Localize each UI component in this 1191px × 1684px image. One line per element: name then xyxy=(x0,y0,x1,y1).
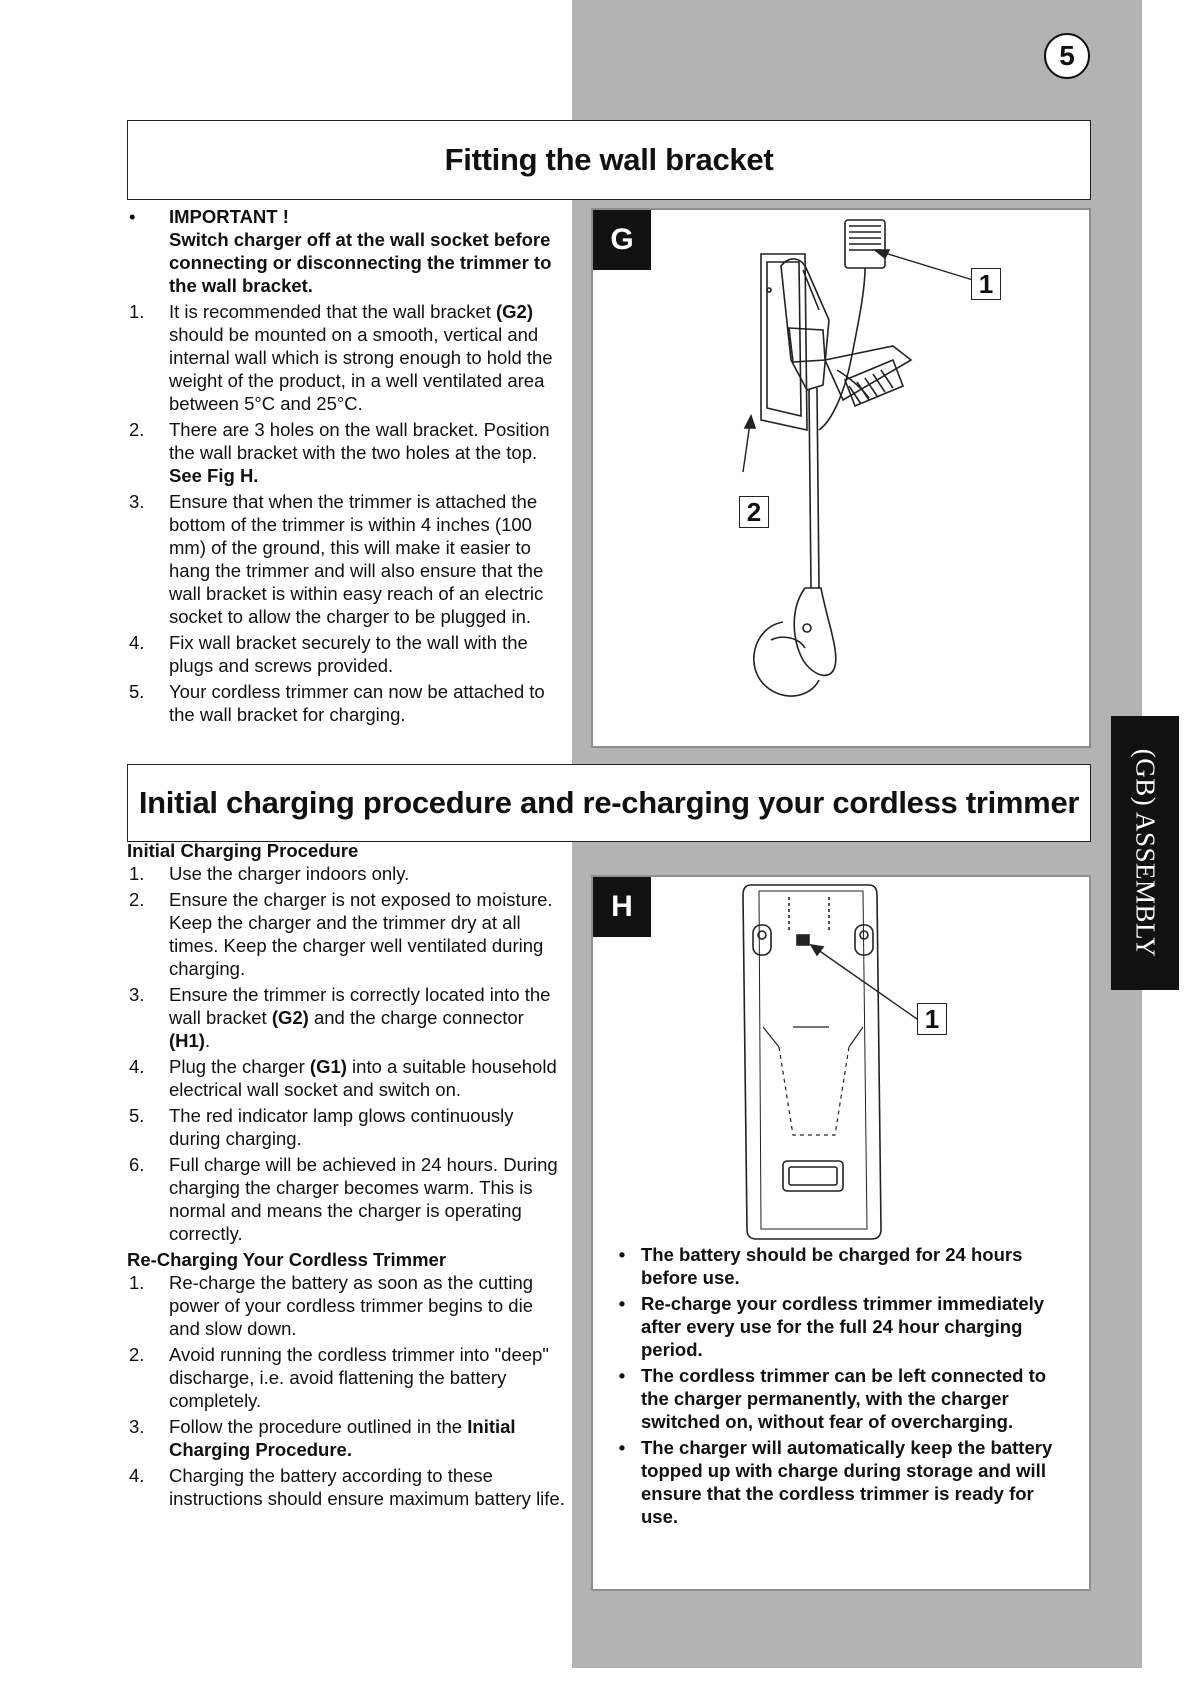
item-text: Follow the procedure outlined in the xyxy=(169,1416,468,1437)
item-number: 4. xyxy=(129,632,145,653)
list-item xyxy=(127,1415,567,1461)
wall-bracket-instructions xyxy=(127,205,567,729)
list-item xyxy=(127,300,567,415)
list-item xyxy=(127,1343,567,1412)
item-number: 1. xyxy=(129,863,145,884)
subheading-initial-charging: Initial Charging Procedure xyxy=(127,840,359,861)
item-number: 2. xyxy=(129,1344,145,1365)
item-bold-ref: (G1) xyxy=(309,1056,347,1077)
item-bold-ref: (G2) xyxy=(495,301,533,322)
item-number: 2. xyxy=(129,889,145,910)
list-item xyxy=(127,490,567,628)
list-item xyxy=(127,1055,567,1101)
wall-bracket-trimmer-illustration xyxy=(593,210,1089,746)
bullet-item xyxy=(603,1364,1073,1433)
list-item xyxy=(127,888,567,980)
item-number: 3. xyxy=(129,984,145,1005)
bullet: • xyxy=(618,1365,626,1386)
important-note xyxy=(127,205,567,297)
item-text: Fix wall bracket securely to the wall with the plugs and screws provided. xyxy=(169,632,528,676)
figure-g-callout-2: 2 xyxy=(739,496,769,528)
item-number: 3. xyxy=(129,1416,145,1437)
figure-g-callout-1: 1 xyxy=(971,268,1001,300)
item-number: 5. xyxy=(129,681,145,702)
item-number: 1. xyxy=(129,301,145,322)
list-item xyxy=(127,631,567,677)
item-number: 3. xyxy=(129,491,145,512)
item-text: It is recommended that the wall bracket xyxy=(169,301,496,322)
bullet-item xyxy=(603,1292,1073,1361)
subheading-recharging: Re-Charging Your Cordless Trimmer xyxy=(127,1249,447,1270)
page-number: 5 xyxy=(1044,33,1090,79)
item-bold-ref: (G2) xyxy=(271,1007,309,1028)
item-text: The red indicator lamp glows continuously during charging. xyxy=(169,1105,514,1149)
list-item xyxy=(127,1464,567,1510)
item-bold-ref: (H1) xyxy=(169,1030,205,1051)
item-number: 1. xyxy=(129,1272,145,1293)
list-item xyxy=(127,680,567,726)
important-text: Switch charger off at the wall socket before connecting or disconnecting the trimmer to the wall bracket. xyxy=(169,229,552,296)
bullet: • xyxy=(618,1244,626,1265)
bullet-item xyxy=(603,1436,1073,1528)
item-text: Charging the battery according to these instructions should ensure maximum battery life. xyxy=(169,1465,565,1509)
item-text: into a suitable household electrical wall socket and switch on. xyxy=(169,1056,557,1100)
item-text: and the charge connector xyxy=(308,1007,524,1028)
wall-bracket-front-illustration xyxy=(593,877,1089,1257)
item-text: There are 3 holes on the wall bracket. Position the wall bracket with the two holes at the top. xyxy=(169,419,550,463)
side-tab-assembly xyxy=(1111,716,1179,990)
list-item xyxy=(127,1104,567,1150)
item-text: Ensure the charger is not exposed to moisture. Keep the charger and the trimmer dry at all times. Keep the charger well ventilated during charging. xyxy=(169,889,553,979)
bullet-item xyxy=(603,1243,1073,1289)
list-item xyxy=(127,1271,567,1340)
bullet-text: The battery should be charged for 24 hours before use. xyxy=(641,1244,1023,1288)
list-item xyxy=(127,418,567,487)
figure-h-tag: H xyxy=(593,877,651,937)
bullet-text: The cordless trimmer can be left connected to the charger permanently, with the charger switched on, without fear of overcharging. xyxy=(641,1365,1047,1432)
section-title-wall-bracket: Fitting the wall bracket xyxy=(127,120,1091,200)
item-text: Plug the charger xyxy=(169,1056,310,1077)
item-number: 6. xyxy=(129,1154,145,1175)
important-heading: IMPORTANT ! xyxy=(169,206,289,227)
list-item xyxy=(127,862,567,885)
charging-instructions xyxy=(127,839,567,1513)
item-text: Ensure the trimmer is correctly located into the wall bracket xyxy=(169,984,551,1028)
item-number: 2. xyxy=(129,419,145,440)
figure-h-callout-1: 1 xyxy=(917,1003,947,1035)
figure-g-tag: G xyxy=(593,210,651,270)
item-text: Use the charger indoors only. xyxy=(169,863,410,884)
item-text: Ensure that when the trimmer is attached the bottom of the trimmer is within 4 inches (100 mm) of the ground, this will make it easier to hang the trimmer and will also ensure that the wall bracket is within easy reach of an electric socket to allow the charger to be plugged in. xyxy=(169,491,544,627)
item-number: 4. xyxy=(129,1465,145,1486)
side-tab-label: (GB) ASSEMBLY xyxy=(1130,748,1161,958)
bullet: • xyxy=(618,1437,626,1458)
section-title-charging: Initial charging procedure and re-charging your cordless trimmer xyxy=(127,764,1091,842)
item-text: . xyxy=(204,1030,211,1051)
list-item xyxy=(127,983,567,1052)
item-bold-ref: Initial Charging Procedure. xyxy=(169,1416,516,1460)
item-bold-ref: See Fig H. xyxy=(169,465,259,486)
figure-g xyxy=(591,208,1091,748)
item-number: 5. xyxy=(129,1105,145,1126)
item-text: Re-charge the battery as soon as the cutting power of your cordless trimmer begins to die and slow down. xyxy=(169,1272,534,1339)
bullet-text: Re-charge your cordless trimmer immediately after every use for the full 24 hour charging period. xyxy=(641,1293,1045,1360)
item-text: should be mounted on a smooth, vertical and internal wall which is strong enough to hold the weight of the product, in a well ventilated area between 5°C and 25°C. xyxy=(169,324,553,414)
charging-tips-list xyxy=(603,1243,1073,1531)
item-number: 4. xyxy=(129,1056,145,1077)
bullet: • xyxy=(618,1293,626,1314)
list-item xyxy=(127,1153,567,1245)
bullet-text: The charger will automatically keep the battery topped up with charge during storage and will ensure that the cordless trimmer is ready for use. xyxy=(641,1437,1053,1527)
item-text: Full charge will be achieved in 24 hours. During charging the charger becomes warm. This is normal and means the charger is operating correctly. xyxy=(169,1154,558,1244)
bullet: • xyxy=(129,206,136,227)
item-text: Avoid running the cordless trimmer into "deep" discharge, i.e. avoid flattening the battery completely. xyxy=(169,1344,549,1411)
item-text: Your cordless trimmer can now be attached to the wall bracket for charging. xyxy=(169,681,545,725)
